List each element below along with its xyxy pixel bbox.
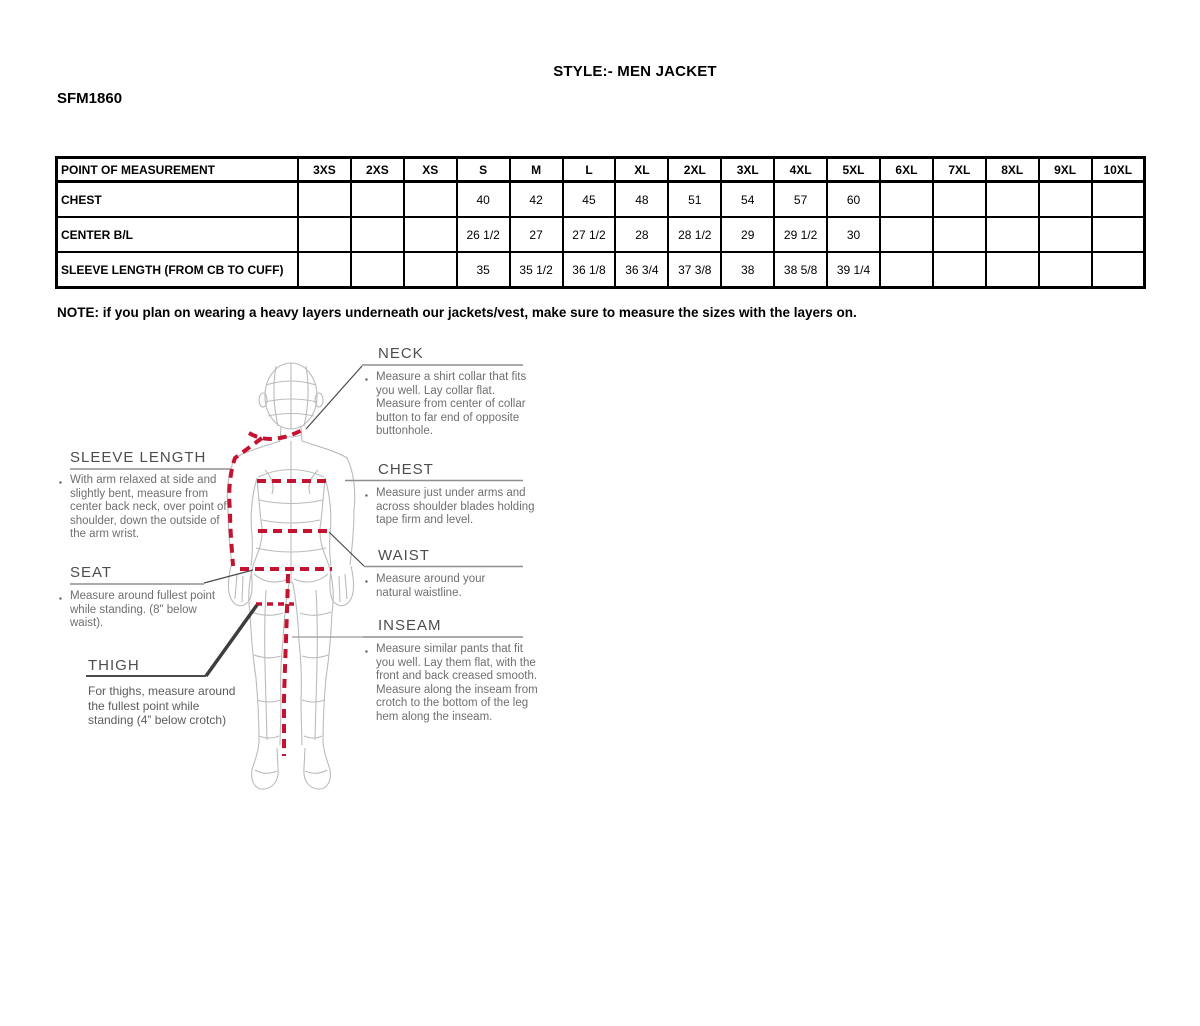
measurement-cell: 28 1/2 bbox=[668, 217, 721, 252]
column-header-size: XS bbox=[404, 158, 457, 182]
measurement-cell bbox=[880, 252, 933, 288]
measurement-cell: 51 bbox=[668, 182, 721, 218]
bullet-icon: ▪ bbox=[59, 478, 62, 487]
measurement-cell bbox=[1039, 182, 1092, 218]
measurement-cell: 39 1/4 bbox=[827, 252, 880, 288]
measurement-cell bbox=[933, 252, 986, 288]
column-header-size: 2XS bbox=[351, 158, 404, 182]
measurement-cell bbox=[986, 217, 1039, 252]
inseam-description: ▪ Measure similar pants that fit you well. Lay them flat, with the front and back creased smooth. Measure along the inseam from crotch to the bottom of the leg hem along the inseam. bbox=[365, 643, 538, 723]
measurement-cell bbox=[1092, 182, 1145, 218]
measurement-cell: 27 1/2 bbox=[563, 217, 616, 252]
column-header-point-of-measurement: POINT OF MEASUREMENT bbox=[57, 158, 299, 182]
bullet-icon: ▪ bbox=[365, 577, 368, 586]
neck-heading: NECK bbox=[378, 345, 424, 362]
measurement-cell: 37 3/8 bbox=[668, 252, 721, 288]
bullet-icon: ▪ bbox=[59, 594, 62, 603]
bullet-icon: ▪ bbox=[365, 647, 368, 656]
bullet-icon: ▪ bbox=[365, 491, 368, 500]
column-header-size: 3XL bbox=[721, 158, 774, 182]
measurement-cell: 38 bbox=[721, 252, 774, 288]
column-header-size: 3XS bbox=[298, 158, 351, 182]
waist-heading: WAIST bbox=[378, 547, 430, 564]
column-header-size: 8XL bbox=[986, 158, 1039, 182]
measurement-cell: 54 bbox=[721, 182, 774, 218]
size-chart-table bbox=[55, 156, 1146, 289]
measurement-cell: 27 bbox=[510, 217, 563, 252]
bullet-icon: ▪ bbox=[365, 375, 368, 384]
measurement-cell bbox=[351, 252, 404, 288]
inseam-heading: INSEAM bbox=[378, 617, 442, 634]
measurement-cell: 57 bbox=[774, 182, 827, 218]
row-label: CENTER B/L bbox=[57, 217, 299, 252]
measurement-diagram bbox=[0, 330, 600, 820]
thigh-heading: THIGH bbox=[88, 657, 140, 674]
column-header-size: 7XL bbox=[933, 158, 986, 182]
measurement-cell bbox=[880, 217, 933, 252]
measurement-cell: 45 bbox=[563, 182, 616, 218]
neck-leader-line bbox=[306, 366, 362, 429]
measurement-cell bbox=[1039, 252, 1092, 288]
measurement-cell: 30 bbox=[827, 217, 880, 252]
measurement-cell bbox=[986, 182, 1039, 218]
waist-description: ▪ Measure around your natural waistline. bbox=[365, 573, 486, 599]
column-header-size: 6XL bbox=[880, 158, 933, 182]
chest-heading: CHEST bbox=[378, 461, 434, 478]
row-label: CHEST bbox=[57, 182, 299, 218]
seat-description: ▪ Measure around fullest point while standing. (8" below waist). bbox=[59, 590, 216, 630]
style-code: SFM1860 bbox=[57, 90, 123, 107]
measurement-cell: 60 bbox=[827, 182, 880, 218]
measurement-cell: 36 1/8 bbox=[563, 252, 616, 288]
page-title: STYLE:- MEN JACKET bbox=[553, 63, 717, 80]
measurement-cell: 29 1/2 bbox=[774, 217, 827, 252]
measurement-cell: 40 bbox=[457, 182, 510, 218]
neck-line bbox=[249, 428, 306, 439]
table-row bbox=[57, 217, 1145, 252]
size-table-body bbox=[57, 182, 1145, 288]
measurement-cell bbox=[986, 252, 1039, 288]
column-header-size: 10XL bbox=[1092, 158, 1145, 182]
column-header-size: M bbox=[510, 158, 563, 182]
measurement-cell bbox=[298, 182, 351, 218]
note-text: NOTE: if you plan on wearing a heavy layers underneath our jackets/vest, make sure to measure the sizes with the layers on. bbox=[57, 305, 857, 320]
row-label: SLEEVE LENGTH (FROM CB TO CUFF) bbox=[57, 252, 299, 288]
measurement-cell bbox=[1039, 217, 1092, 252]
sleeve-length-heading: SLEEVE LENGTH bbox=[70, 449, 207, 466]
measurement-cell bbox=[298, 252, 351, 288]
column-header-size: 9XL bbox=[1039, 158, 1092, 182]
measurement-cell: 38 5/8 bbox=[774, 252, 827, 288]
measurement-cell bbox=[1092, 252, 1145, 288]
measurement-cell: 29 bbox=[721, 217, 774, 252]
measurement-cell: 35 1/2 bbox=[510, 252, 563, 288]
table-row bbox=[57, 252, 1145, 288]
seat-heading: SEAT bbox=[70, 564, 113, 581]
column-header-size: XL bbox=[615, 158, 668, 182]
thigh-description: For thighs, measure around the fullest point while standing (4” below crotch) bbox=[88, 684, 236, 728]
column-header-size: L bbox=[563, 158, 616, 182]
measurement-cell: 28 bbox=[615, 217, 668, 252]
neck-description: ▪ Measure a shirt collar that fits you well. Lay collar flat. Measure from center of collar button to far end of opposite buttonhole. bbox=[365, 371, 527, 438]
measurement-cell bbox=[298, 217, 351, 252]
sleeve-length-description: ▪ With arm relaxed at side and slightly bent, measure from center back neck, over point of shoulder, down the outside of the arm wrist. bbox=[59, 474, 227, 541]
column-header-size: S bbox=[457, 158, 510, 182]
measurement-cell bbox=[404, 182, 457, 218]
chest-description: ▪ Measure just under arms and across shoulder blades holding tape firm and level. bbox=[365, 487, 535, 527]
column-header-size: 5XL bbox=[827, 158, 880, 182]
table-row bbox=[57, 182, 1145, 218]
column-header-size: 4XL bbox=[774, 158, 827, 182]
measurement-cell bbox=[404, 217, 457, 252]
measurement-cell: 26 1/2 bbox=[457, 217, 510, 252]
measurement-cell: 48 bbox=[615, 182, 668, 218]
size-table-header bbox=[57, 158, 1145, 182]
measurement-cell bbox=[351, 217, 404, 252]
measurement-cell: 42 bbox=[510, 182, 563, 218]
measurement-cell bbox=[1092, 217, 1145, 252]
measurement-cell: 36 3/4 bbox=[615, 252, 668, 288]
column-header-size: 2XL bbox=[668, 158, 721, 182]
measurement-cell bbox=[404, 252, 457, 288]
mannequin-wireframe bbox=[227, 363, 354, 789]
measurement-cell: 35 bbox=[457, 252, 510, 288]
measurement-cell bbox=[880, 182, 933, 218]
measurement-cell bbox=[351, 182, 404, 218]
measurement-cell bbox=[933, 217, 986, 252]
waist-leader-line bbox=[329, 532, 364, 566]
measurement-cell bbox=[933, 182, 986, 218]
